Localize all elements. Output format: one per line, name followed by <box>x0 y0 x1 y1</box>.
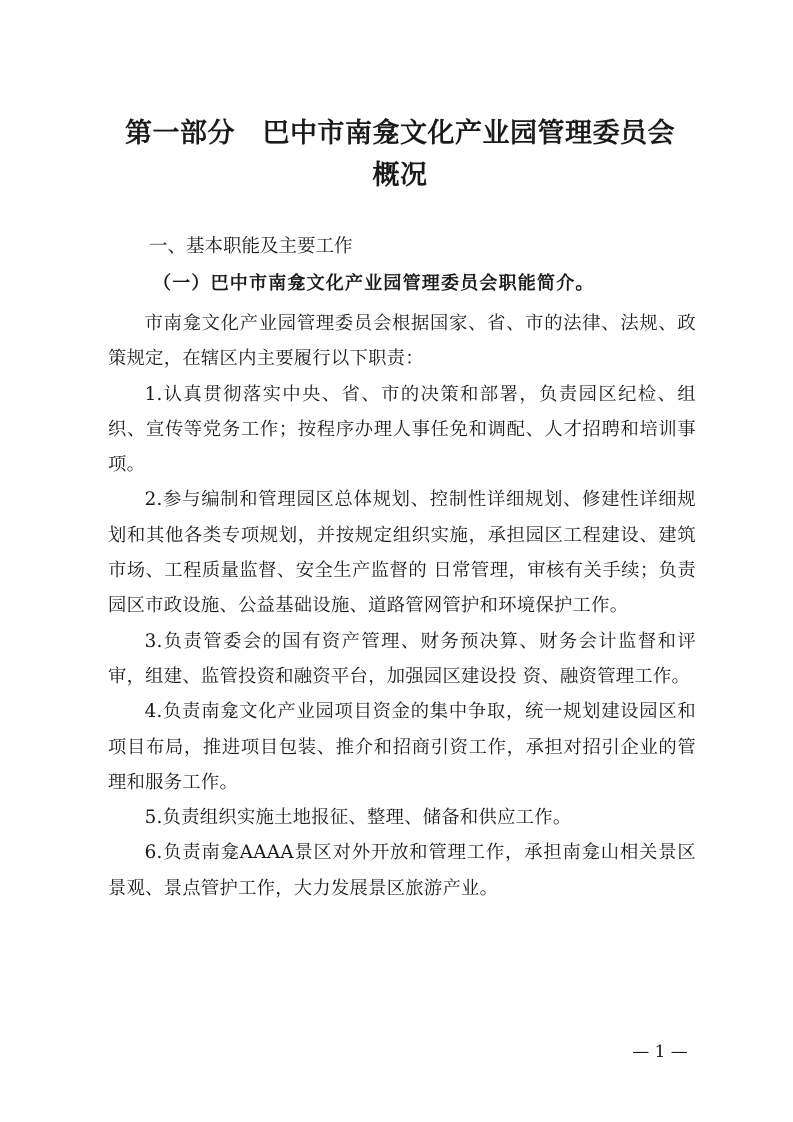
page-title <box>100 113 700 197</box>
page-title-line-1: 第一部分 巴中市南龛文化产业园管理委员会 <box>125 118 675 149</box>
section-heading: 一、基本职能及主要工作 <box>149 236 353 257</box>
body-text <box>108 306 696 906</box>
paragraph-item-1: 1.认真贯彻落实中央、省、市的决策和部署，负责园区纪检、组织、宣传等党务工作；按程序办理人事任免和调配、人才招聘和培训事项。 <box>108 383 696 476</box>
page-number: — 1 — <box>632 1042 688 1062</box>
paragraph-item-6: 6.负责南龛AAAA景区对外开放和管理工作，承担南龛山相关景区景观、景点管护工作，大力发展景区旅游产业。 <box>108 842 696 899</box>
paragraph-intro: 市南龛文化产业园管理委员会根据国家、省、市的法律、法规、政策规定，在辖区内主要履行以下职责： <box>108 313 696 370</box>
paragraph-item-2: 2.参与编制和管理园区总体规划、控制性详细规划、修建性详细规划和其他各类专项规划，并按规定组织实施，承担园区工程建设、建筑市场、工程质量监督、安全生产监督的 日常管理，审核有关手续；负责园区市政设施、公益基础设施、道路管网管护和环境保护工作。 <box>108 489 696 617</box>
paragraph-item-4: 4.负责南龛文化产业园项目资金的集中争取，统一规划建设园区和项目布局，推进项目包装、推介和招商引资工作，承担对招引企业的管理和服务工作。 <box>108 701 696 793</box>
paragraph-item-3: 3.负责管委会的国有资产管理、财务预决算、财务会计监督和评审，组建、监管投资和融资平台，加强园区建设投 资、融资管理工作。 <box>108 630 696 687</box>
subsection-heading: （一）巴中市南龛文化产业园管理委员会职能简介。 <box>153 273 595 294</box>
page-title-line-2: 概况 <box>372 160 428 191</box>
paragraph-item-5: 5.负责组织实施土地报征、整理、储备和供应工作。 <box>144 807 572 829</box>
